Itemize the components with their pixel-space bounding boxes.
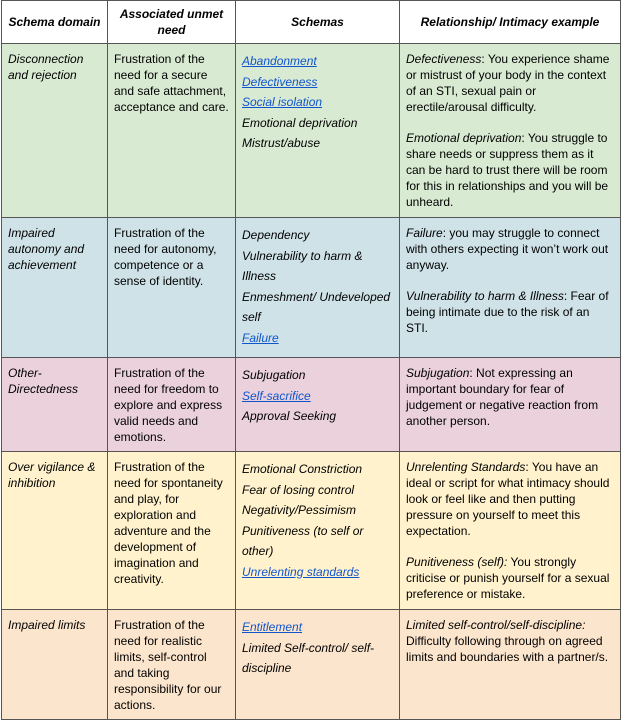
schema-item bbox=[242, 459, 393, 480]
example-paragraph bbox=[406, 225, 614, 273]
schema-link[interactable]: Social isolation bbox=[242, 95, 323, 109]
schema-label: Limited Self-control/ self-discipline bbox=[242, 640, 375, 675]
intimacy-example-cell bbox=[400, 610, 621, 720]
schema-label: Negativity/Pessimism bbox=[242, 503, 357, 517]
schema-domain-cell: Other-Directedness bbox=[2, 358, 108, 452]
intimacy-example-cell bbox=[400, 358, 621, 452]
intimacy-example-cell bbox=[400, 44, 621, 218]
unmet-need-cell: Frustration of the need for freedom to explore and express valid needs and emotions. bbox=[108, 358, 236, 452]
example-term: Failure bbox=[406, 226, 443, 240]
schema-item bbox=[242, 133, 393, 154]
intimacy-example-cell bbox=[400, 452, 621, 610]
schema-label: Approval Seeking bbox=[242, 409, 337, 423]
schema-label: Dependency bbox=[242, 228, 310, 242]
header-schemas: Schemas bbox=[236, 1, 400, 44]
example-term: Punitiveness (self): bbox=[406, 555, 508, 569]
schema-label: Emotional Constriction bbox=[242, 462, 363, 476]
example-term: Limited self-control/self-discipline: bbox=[406, 618, 586, 632]
example-text: : You experience shame or mistrust of your body in the context of an STI, sexual pain or erectile/arousal difficulty. bbox=[406, 52, 610, 114]
schema-list bbox=[242, 459, 393, 582]
example-text: : You struggle to share needs or suppress them as it can be hard to trust there will be room for this in relationships and you will be unheard. bbox=[406, 131, 609, 209]
schema-domain-cell: Disconnection and rejection bbox=[2, 44, 108, 218]
schema-item bbox=[242, 287, 393, 328]
example-paragraph bbox=[406, 130, 614, 210]
example-text: Difficulty following through on agreed limits and boundaries with a partner/s. bbox=[406, 634, 609, 664]
schema-link[interactable]: Defectiveness bbox=[242, 74, 318, 89]
table-row bbox=[2, 218, 621, 358]
example-text: : Fear of being intimate due to the risk of an STI. bbox=[406, 289, 609, 335]
schema-link[interactable]: Abandonment bbox=[242, 54, 317, 68]
schema-item bbox=[242, 113, 393, 134]
unmet-need-cell: Frustration of the need for realistic limits, self-control and taking responsibility for our actions. bbox=[108, 610, 236, 720]
header-row bbox=[2, 1, 621, 44]
schema-item bbox=[242, 328, 393, 349]
schema-item bbox=[242, 500, 393, 521]
schema-label: Fear of losing control bbox=[242, 482, 355, 497]
example-paragraph bbox=[406, 617, 614, 665]
schema-label: Subjugation bbox=[242, 368, 306, 382]
header-need: Associated unmet need bbox=[108, 1, 236, 44]
unmet-need-cell: Frustration of the need for spontaneity and play, for exploration and adventure and the development of imagination and creativity. bbox=[108, 452, 236, 610]
schemas-cell bbox=[236, 610, 400, 720]
example-text: : You have an ideal or script for what intimacy should look or feel like and then putting pressure on yourself to meet this expectation. bbox=[406, 460, 610, 538]
unmet-need-cell: Frustration of the need for autonomy, competence or a sense of identity. bbox=[108, 218, 236, 358]
schema-item bbox=[242, 521, 393, 562]
schema-table bbox=[1, 0, 621, 720]
schema-label: Punitiveness (to self or other) bbox=[242, 523, 364, 558]
example-term: Emotional deprivation bbox=[406, 131, 522, 145]
schema-link[interactable]: Unrelenting standards bbox=[242, 564, 360, 579]
schema-item bbox=[242, 365, 393, 386]
schema-link[interactable]: Failure bbox=[242, 330, 279, 345]
table-row bbox=[2, 452, 621, 610]
schema-item bbox=[242, 386, 393, 407]
schema-list bbox=[242, 365, 393, 427]
schema-item bbox=[242, 51, 393, 72]
schema-label: Mistrust/abuse bbox=[242, 136, 321, 150]
schema-item bbox=[242, 225, 393, 246]
header-example: Relationship/ Intimacy example bbox=[400, 1, 621, 44]
header-domain: Schema domain bbox=[2, 1, 108, 44]
schema-domain-cell: Impaired autonomy and achievement bbox=[2, 218, 108, 358]
table-row bbox=[2, 44, 621, 218]
unmet-need-cell: Frustration of the need for a secure and safe attachment, acceptance and care. bbox=[108, 44, 236, 218]
example-text: : you may struggle to connect with others expecting it won’t work out anyway. bbox=[406, 226, 609, 272]
schema-item bbox=[242, 72, 393, 93]
example-term: Unrelenting Standards bbox=[406, 460, 526, 474]
example-term: Subjugation bbox=[406, 366, 470, 380]
schema-list bbox=[242, 51, 393, 154]
example-text: : Not expressing an important boundary for fear of judgement or negative reaction from another person. bbox=[406, 366, 599, 428]
schema-item bbox=[242, 617, 393, 638]
schema-item bbox=[242, 406, 393, 427]
intimacy-example-cell bbox=[400, 218, 621, 358]
schema-list bbox=[242, 617, 393, 679]
table-row bbox=[2, 610, 621, 720]
schema-list bbox=[242, 225, 393, 348]
schema-item bbox=[242, 246, 393, 287]
schema-link[interactable]: Entitlement bbox=[242, 620, 303, 634]
example-text: You strongly criticise or punish yourself for a sexual preference or mistake. bbox=[406, 555, 610, 601]
schema-item bbox=[242, 480, 393, 501]
schema-domain-cell: Over vigilance & inhibition bbox=[2, 452, 108, 610]
schema-item bbox=[242, 638, 393, 679]
example-paragraph bbox=[406, 288, 614, 336]
schema-label: Emotional deprivation bbox=[242, 115, 358, 130]
example-term: Defectiveness bbox=[406, 52, 482, 66]
example-paragraph bbox=[406, 459, 614, 539]
schema-label: Vulnerability to harm & Illness bbox=[242, 248, 363, 283]
schemas-cell bbox=[236, 358, 400, 452]
schemas-cell bbox=[236, 44, 400, 218]
schema-label: Enmeshment/ Undeveloped self bbox=[242, 289, 391, 324]
schema-domain-cell: Impaired limits bbox=[2, 610, 108, 720]
example-paragraph bbox=[406, 554, 614, 602]
schemas-cell bbox=[236, 452, 400, 610]
example-paragraph bbox=[406, 365, 614, 429]
schema-item bbox=[242, 562, 393, 583]
example-term: Vulnerability to harm & Illness bbox=[406, 289, 564, 303]
schema-link[interactable]: Self-sacrifice bbox=[242, 388, 311, 403]
example-paragraph bbox=[406, 51, 614, 115]
table-row bbox=[2, 358, 621, 452]
schema-item bbox=[242, 92, 393, 113]
schemas-cell bbox=[236, 218, 400, 358]
